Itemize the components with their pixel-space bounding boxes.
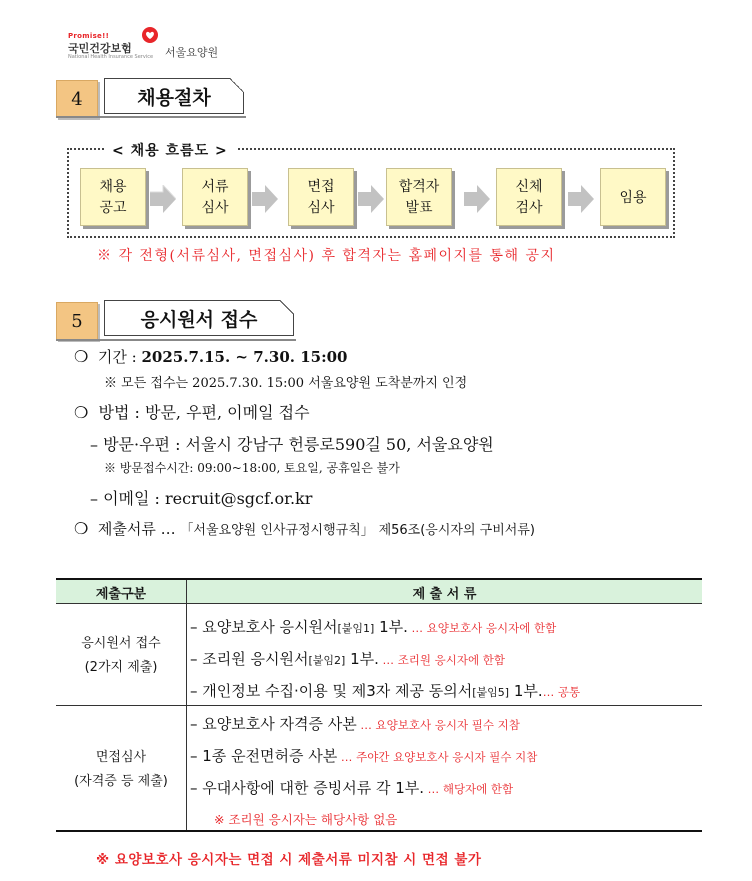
flow-title: < 채용 흐름도 > [104,140,236,160]
logo-english-name: National Health Insurance Service [68,54,154,60]
flow-step: 합격자 발표 [386,168,452,226]
section-4-number: 4 [56,80,98,118]
section-4-title-text: 채용절차 [137,86,211,109]
section-4-title [104,78,244,114]
table-row-label: 응시원서 접수 (2가지 제출) [81,636,161,675]
arrow-right-icon [150,185,176,213]
footer-notice: ※ 요양보호사 응시자는 면접 시 제출서류 미지참 시 면접 불가 [96,852,482,868]
period-line: ❍ 기간 : 2025.7.15. ~ 7.30. 15:00 [74,347,348,366]
section-5-underline [56,339,296,341]
document-item: – 요양보호사 자격증 사본 … 요양보호사 응시자 필수 지참 [190,715,520,733]
document-item: – 1종 운전면허증 사본 … 주야간 요양보호사 응시자 필수 지참 [190,747,538,765]
document-item: – 개인정보 수집·이용 및 제3자 제공 동의서[붙임5] 1부.… 공통 [190,682,581,700]
section-5-title-text: 응시원서 접수 [140,308,258,331]
flow-step: 임용 [600,168,666,226]
table-bottom-rule [56,830,702,832]
table-column-divider [186,580,187,830]
table-row-divider [56,705,702,706]
section-5-title [104,300,294,336]
documents-line: ❍ 제출서류 … 「서울요양원 인사규정시행규칙」 제56조(응시자의 구비서류) [74,519,535,538]
visit-mail-address: – 방문·우편 : 서울시 강남구 헌릉로590길 50, 서울요양원 [90,435,494,454]
method-line: ❍ 방법 : 방문, 우편, 이메일 접수 [74,403,310,422]
email-line: – 이메일 : recruit@sgcf.or.kr [90,489,313,508]
arrow-right-icon [252,185,278,213]
logo-org-name: 국민건강보험 [68,42,132,55]
visit-note: ※ 방문접수시간: 09:00~18:00, 토요일, 공휴일은 불가 [104,461,400,475]
document-item: – 우대사항에 대한 증빙서류 각 1부. … 해당자에 한함 [190,779,514,797]
table-row-label: 면접심사 (자격증 등 제출) [74,750,168,789]
flow-notice: ※ 각 전형(서류심사, 면접심사) 후 합격자는 홈페이지를 통해 공지 [97,248,556,264]
logo-facility-name: 서울요양원 [165,46,219,59]
arrow-right-icon [568,185,594,213]
flow-step: 면접 심사 [288,168,354,226]
flow-step: 서류 심사 [182,168,248,226]
document-item: – 요양보호사 응시원서[붙임1] 1부. … 요양보호사 응시자에 한함 [190,618,557,636]
arrow-right-icon [464,185,490,213]
arrow-right-icon [358,185,384,213]
page-fold-icon [280,300,294,314]
section-4-underline [56,116,246,118]
period-note: ※ 모든 접수는 2025.7.30. 15:00 서울요양원 도착분까지 인정 [104,376,468,391]
section-5-number: 5 [56,302,98,340]
flow-step: 신체 검사 [496,168,562,226]
logo-tagline: Promise!! [68,32,110,40]
table-header-rule [56,603,702,604]
table-header-category: 제출구분 [95,587,147,602]
table-header-documents: 제 출 서 류 [412,587,477,602]
cook-applicant-note: ※ 조리원 응시자는 해당사항 없음 [214,812,398,827]
document-item: – 조리원 응시원서[붙임2] 1부. … 조리원 응시자에 한함 [190,650,505,668]
page-fold-icon [230,78,244,92]
flow-step: 채용 공고 [80,168,146,226]
heart-logo-icon [140,26,160,44]
